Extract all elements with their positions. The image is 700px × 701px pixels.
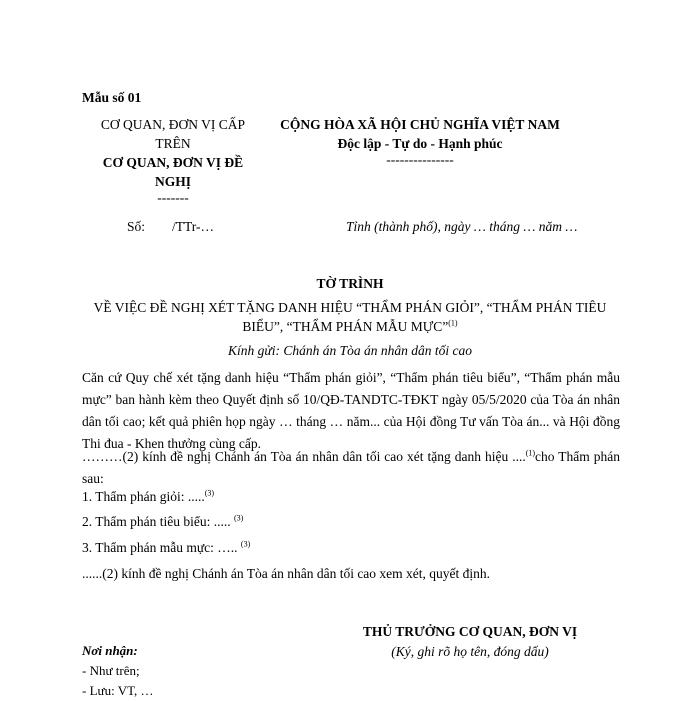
left-header-line3: CƠ QUAN, ĐƠN VỊ ĐỀ [102,155,244,170]
paragraph-2 [82,446,620,490]
signature-block [330,622,610,662]
addressee: Kính gửi: Chánh án Tòa án nhân dân tối cao [228,343,472,358]
paragraph-2-part2: cho Thẩm phán sau: [82,449,621,486]
right-header [270,115,570,167]
document-subtitle [60,298,640,336]
paragraph-1: Căn cứ Quy chế xét tặng danh hiệu “Thẩm phán giỏi”, “Thẩm phán tiêu biểu”, “Thẩm phán mẫu mực” ban hành kèm theo Quyết định số 10/QĐ-TANDTC-TĐKT ngày 05/5/2020 của Tòa án nhân dân tối cao; kết quả phiên họp ngày … tháng … năm... của Hội đồng Tư vấn Tòa án... và Hội đồng Thi đua - Khen thưởng cùng cấp. [82,370,620,451]
right-header-divider: --------------- [386,152,454,167]
number-label: Số: [127,219,146,234]
recipients-line1: - Như trên; [82,663,140,678]
subtitle-note: (1) [448,318,458,328]
closing-paragraph: ......(2) kính đề nghị Chánh án Tòa án nhân dân tối cao xem xét, quyết định. [82,566,491,581]
form-number: Mẫu số 01 [82,90,142,105]
left-header-line2: TRÊN [155,136,191,151]
list-item: 3. Thẩm phán mẫu mực: ….. $^{(3)}$ [82,539,251,555]
number-value: /TTr-… [172,219,214,234]
left-header-line1: CƠ QUAN, ĐƠN VỊ CẤP [100,117,246,132]
left-header-line4: NGHỊ [154,174,191,189]
list-item: 1. Thẩm phán giỏi: .....$^{(3)}$ [82,488,215,504]
subtitle-line2: BIỂU”, “THẨM PHÁN MẪU MỰC” [242,319,449,334]
recipients-line2: - Lưu: VT, … [82,683,154,698]
motto: Độc lập - Tự do - Hạnh phúc [337,136,503,151]
signature-note: (Ký, ghi rõ họ tên, đóng dấu) [391,644,549,659]
subtitle-line1: VỀ VIỆC ĐỀ NGHỊ XÉT TẶNG DANH HIỆU “THẨM PHÁN GIỎI”, “THẨM PHÁN TIÊU [93,300,607,315]
recipients [82,641,154,701]
place-date: Tỉnh (thành phố), ngày … tháng … năm … [346,219,578,234]
list-item: 2. Thẩm phán tiêu biểu: ..... $^{(3)}$ [82,513,244,529]
left-header [78,115,268,205]
document-title: TỜ TRÌNH [316,276,384,291]
paragraph-2-part1: ………(2) kính đề nghị Chánh án Tòa án nhân dân tối cao xét tặng danh hiệu .... [82,449,526,464]
recipients-label: Nơi nhận: [82,643,138,658]
country-name: CỘNG HÒA XÃ HỘI CHỦ NGHĨA VIỆT NAM [280,117,560,132]
signature-title: THỦ TRƯỞNG CƠ QUAN, ĐƠN VỊ [362,624,578,639]
paragraph-2-note: (1) [525,448,536,458]
left-header-divider: ------- [157,190,189,205]
